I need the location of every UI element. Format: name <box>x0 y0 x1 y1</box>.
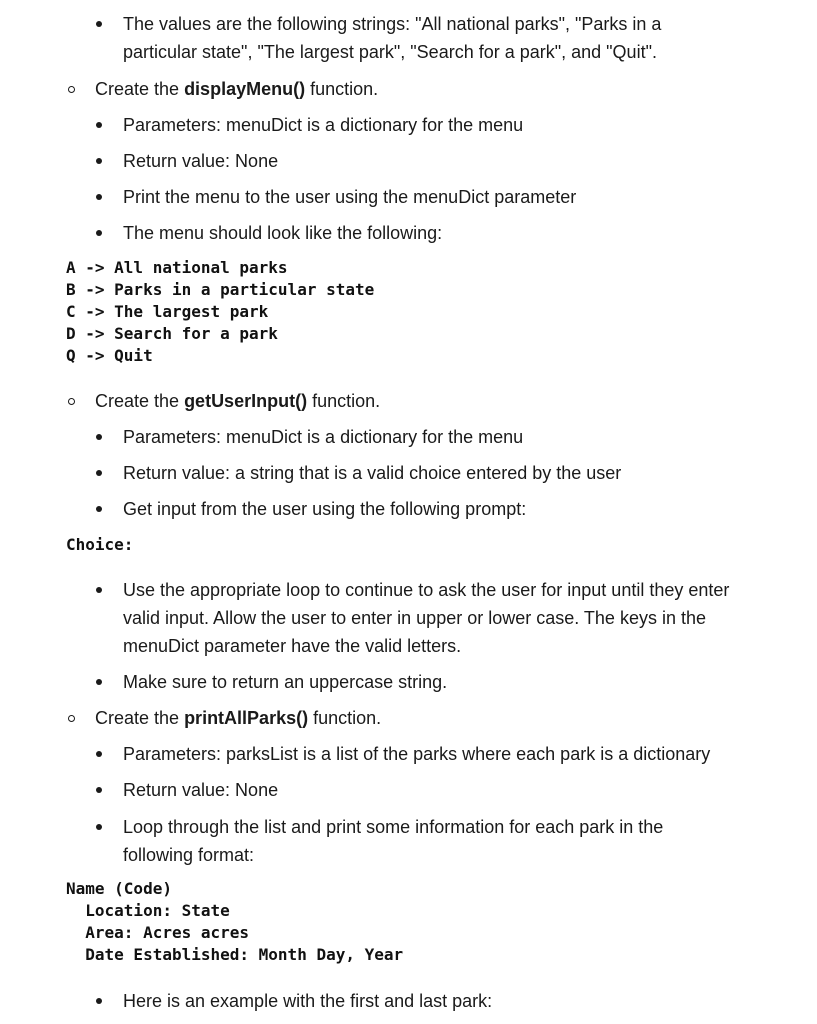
print-all-parks-function-name: printAllParks() <box>184 708 309 728</box>
format-code-line-location: Location: State <box>66 901 230 920</box>
circle-bullet <box>68 398 75 405</box>
menu-code-line-q: Q -> Quit <box>66 346 153 365</box>
display-menu-print: Print the menu to the user using the menuDict parameter <box>123 187 577 207</box>
bullet-dot <box>96 158 102 164</box>
print-loop-text-line1: Loop through the list and print some information for each park in the <box>123 817 664 837</box>
bullet-dot <box>96 751 102 757</box>
loop-text-line2: valid input. Allow the user to enter in upper or lower case. The keys in the <box>123 608 706 628</box>
display-menu-return: Return value: None <box>123 151 279 171</box>
get-user-input-params: Parameters: menuDict is a dictionary for the menu <box>123 427 524 447</box>
circle-bullet <box>68 86 75 93</box>
example-text: Here is an example with the first and last park: <box>123 991 493 1011</box>
print-all-parks-return: Return value: None <box>123 780 279 800</box>
values-text-line1: The values are the following strings: "All national parks", "Parks in a <box>123 14 662 34</box>
circle-bullet <box>68 715 75 722</box>
format-code-line-date: Date Established: Month Day, Year <box>66 945 404 964</box>
bullet-dot <box>96 230 102 236</box>
menu-code-line-b: B -> Parks in a particular state <box>66 280 375 299</box>
print-loop-text-line2: following format: <box>123 845 255 865</box>
format-code-line-name: Name (Code) <box>66 879 172 898</box>
print-all-parks-params: Parameters: parksList is a list of the parks where each park is a dictionary <box>123 744 711 764</box>
bullet-dot <box>96 824 102 830</box>
bullet-dot <box>96 506 102 512</box>
menu-code-line-a: A -> All national parks <box>66 258 288 277</box>
display-menu-function-name: displayMenu() <box>184 79 306 99</box>
get-user-input-heading: Create the getUserInput() function. <box>95 391 381 411</box>
bullet-dot <box>96 998 102 1004</box>
uppercase-return-text: Make sure to return an uppercase string. <box>123 672 448 692</box>
bullet-dot <box>96 21 102 27</box>
menu-code-line-c: C -> The largest park <box>66 302 269 321</box>
bullet-dot <box>96 434 102 440</box>
choice-prompt-code: Choice: <box>66 535 134 554</box>
get-user-input-return: Return value: a string that is a valid choice entered by the user <box>123 463 622 483</box>
display-menu-look: The menu should look like the following: <box>123 223 443 243</box>
loop-text-line3: menuDict parameter have the valid letters. <box>123 636 462 656</box>
values-text-line2: particular state", "The largest park", "Search for a park", and "Quit". <box>123 42 657 62</box>
get-user-input-function-name: getUserInput() <box>184 391 308 411</box>
display-menu-heading: Create the displayMenu() function. <box>95 79 379 99</box>
bullet-dot <box>96 679 102 685</box>
bullet-dot <box>96 587 102 593</box>
loop-text-line1: Use the appropriate loop to continue to ask the user for input until they enter <box>123 580 730 600</box>
bullet-dot <box>96 787 102 793</box>
print-all-parks-heading: Create the printAllParks() function. <box>95 708 382 728</box>
format-code-line-area: Area: Acres acres <box>66 923 250 942</box>
display-menu-params: Parameters: menuDict is a dictionary for the menu <box>123 115 524 135</box>
bullet-dot <box>96 194 102 200</box>
bullet-dot <box>96 470 102 476</box>
get-user-input-prompt-text: Get input from the user using the following prompt: <box>123 499 527 519</box>
bullet-dot <box>96 122 102 128</box>
menu-code-line-d: D -> Search for a park <box>66 324 278 343</box>
